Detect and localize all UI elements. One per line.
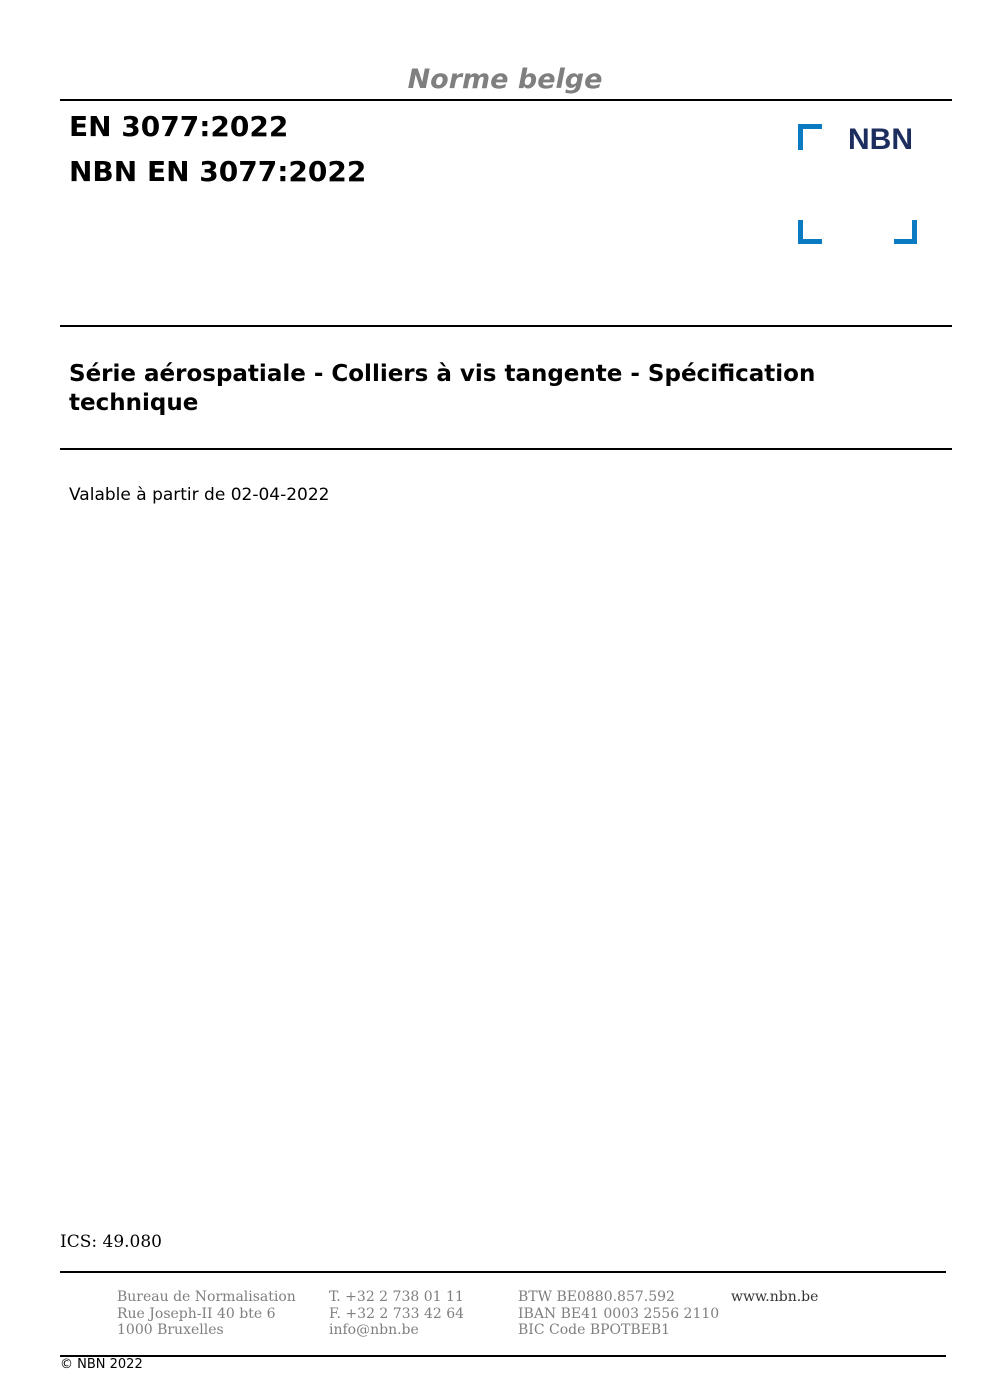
footer-address [117, 1289, 296, 1339]
document-type: Norme belge [407, 64, 603, 95]
footer-bottom-rule [60, 1355, 946, 1357]
title-bottom-rule [60, 448, 952, 450]
footer-phone: T. +32 2 738 01 11 [329, 1289, 464, 1305]
footer-line: 1000 Bruxelles [117, 1322, 224, 1338]
footer-bank [518, 1289, 719, 1339]
footer-line: IBAN BE41 0003 2556 2110 [518, 1305, 720, 1322]
title-top-rule [60, 325, 952, 327]
footer-fax: F. +32 2 733 42 64 [329, 1305, 465, 1322]
footer-email[interactable]: info@nbn.be [329, 1322, 419, 1338]
footer-contact [329, 1289, 464, 1339]
ics-code: ICS: 49.080 [60, 1232, 162, 1252]
logo-text: NBN [848, 124, 913, 156]
footer-line: Bureau de Normalisation [117, 1289, 296, 1305]
standard-id-nbn: NBN EN 3077:2022 [69, 155, 367, 188]
title-line: technique [69, 390, 199, 416]
logo-corner-bottom-right [894, 220, 917, 244]
footer-line: BIC Code BPOTBEB1 [518, 1322, 671, 1338]
footer-line: Rue Joseph-II 40 bte 6 [117, 1305, 276, 1322]
document-title [69, 360, 889, 418]
header-rule [60, 99, 952, 101]
footer-website[interactable]: www.nbn.be [731, 1289, 819, 1305]
logo-corner-top-left [798, 124, 822, 150]
footer-web [731, 1289, 818, 1306]
title-line: Série aérospatiale - Colliers à vis tangente - Spécification [69, 361, 816, 387]
validity-date: Valable à partir de 02-04-2022 [69, 485, 330, 505]
logo-corner-bottom-left [798, 220, 822, 244]
nbn-logo [798, 124, 920, 248]
standard-id-en: EN 3077:2022 [69, 110, 289, 143]
footer-line: BTW BE0880.857.592 [518, 1289, 675, 1305]
copyright: © NBN 2022 [60, 1357, 143, 1372]
footer-top-rule [60, 1271, 946, 1273]
